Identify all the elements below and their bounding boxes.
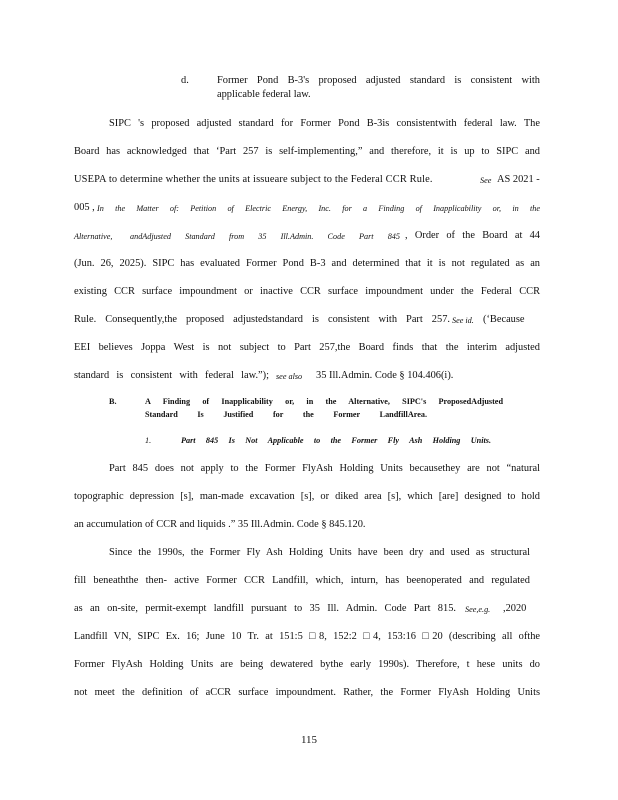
citation-see-id: See id. [452,316,474,325]
citation-see-also: see also [276,372,303,381]
citation-as-number: AS 2021 - [497,174,540,185]
para1-line9: EEI believes Joppa West is not subject to Part 257,the Board finds that the interim adjusted [74,342,540,353]
heading-b-line2: Standard Is Justified for the Former LandfillArea. [145,410,427,419]
para3-line1: Since the 1990s, the Former Fly Ash Holding Units have been dry and used as structural [109,547,530,558]
para3-line5: Former FlyAsh Holding Units are being dewatered bythe early 1990s). Therefore, t hese units do [74,659,540,670]
heading-1-text: Part 845 Is Not Applicable to the Former Fly Ash Holding Units. [181,436,491,445]
citation-order: , Order of the Board at 44 [405,230,540,241]
para1-line10: standard is consistent with federal law.”); [74,370,269,381]
para1-line6: (Jun. 26, 2025). SIPC has evaluated Former Pond B-3 and determined that it is not regulated as an [74,258,540,269]
para1-line7: existing CCR surface impoundment or inactive CCR surface impoundment under the Federal CCR [74,286,540,297]
para1-line3: USEPA to determine whether the units at issueare subject to the Federal CCR Rule. [74,174,433,185]
para3-line6: not meet the definition of aCCR surface impoundment. Rather, the Former FlyAsh Holding Units [74,687,540,698]
heading-b-line1: A Finding of Inapplicability or, in the Alternative, SIPC's ProposedAdjusted [145,397,503,406]
para1-line8: Rule. Consequently,the proposed adjustedstandard is consistent with Part 257. [74,314,450,325]
citation-adjusted-standard: andAdjusted Standard from 35 Ill.Admin. Code Part 845 [130,232,400,241]
para1-line2: Board has acknowledged that ‘Part 257 is self-implementing,” and therefore, it is up to SIPC and [74,146,540,157]
para3-line4: Landfill VN, SIPC Ex. 16; June 10 Tr. at 151:5 □8, 152:2 □4, 153:16 □20 (describing all ofthe [74,631,540,642]
citation-005: 005 , [74,202,95,213]
citation-matter-line: In the Matter of: Petition of Electric Energy, Inc. for a Finding of Inapplicability or, in the [97,204,540,213]
para3-line2: fill beneaththe then- active Former CCR Landfill, which, inturn, has beenoperated and regulated [74,575,530,586]
para1-code-cite: 35 Ill.Admin. Code § 104.406(i). [316,370,454,381]
para1-line1: SIPC 's proposed adjusted standard for Former Pond B-3is consistentwith federal law. The [109,118,540,129]
heading-d-marker: d. [181,75,189,86]
para3-year: ,2020 [503,603,527,614]
heading-b-marker: B. [109,397,117,406]
heading-d-line1: Former Pond B-3's proposed adjusted standard is consistent with [217,75,540,86]
citation-see: See [480,176,492,185]
para2-line2: topographic depression [s], man-made excavation [s], or diked area [s], which [are] designed to hold [74,491,540,502]
citation-see-eg: See,e.g. [465,605,491,614]
heading-d-line2: applicable federal law. [217,89,311,100]
para1-because: (‘Because [483,314,525,325]
para2-line1: Part 845 does not apply to the Former FlyAsh Holding Units becausethey are not “natural [109,463,540,474]
citation-alternative: Alternative, [74,232,113,241]
heading-1-marker: 1. [145,436,152,445]
page-number: 115 [300,734,318,746]
para2-line3: an accumulation of CCR and liquids .” 35 Ill.Admin. Code § 845.120. [74,519,366,530]
para3-line3: as an on-site, permit-exempt landfill pursuant to 35 Ill. Admin. Code Part 815. [74,603,456,614]
